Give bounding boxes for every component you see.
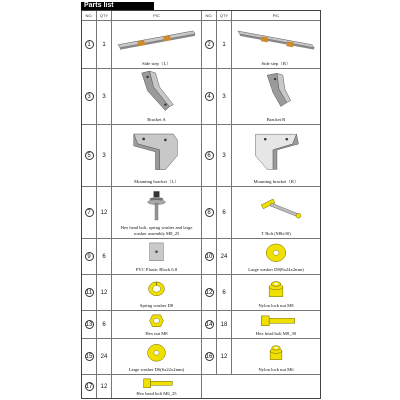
part-qty-2: 1 xyxy=(217,21,232,69)
part-9 xyxy=(112,239,202,275)
part-qty-13: 6 xyxy=(97,311,112,339)
part-qty-4: 3 xyxy=(217,69,232,125)
side-step-icon xyxy=(232,21,320,61)
part-qty-14: 18 xyxy=(217,311,232,339)
washer-icon xyxy=(112,339,201,367)
part-name: Large washer D6(6x22x2mm) xyxy=(128,366,185,372)
part-qty-9: 6 xyxy=(97,239,112,275)
part-qty-1: 1 xyxy=(97,21,112,69)
part-number-16: 16 xyxy=(202,339,217,375)
hex-nut-icon xyxy=(112,311,201,331)
lock-nut-icon xyxy=(232,275,320,303)
part-qty-8: 6 xyxy=(217,187,232,239)
part-5 xyxy=(112,125,202,187)
part-number-3: 3 xyxy=(82,69,97,125)
part-qty-17: 12 xyxy=(97,375,112,398)
part-number-7: 7 xyxy=(82,187,97,239)
part-number-4: 4 xyxy=(202,69,217,125)
part-15 xyxy=(112,339,202,375)
header-qty: QTY xyxy=(97,11,112,21)
part-16 xyxy=(232,339,320,375)
part-name: Side step（R） xyxy=(261,60,291,66)
bracket-a-icon xyxy=(112,69,201,117)
part-12 xyxy=(232,275,320,311)
part-8 xyxy=(232,187,320,239)
part-4 xyxy=(232,69,320,125)
part-qty-10: 24 xyxy=(217,239,232,275)
washer-icon xyxy=(232,239,320,267)
part-name: Hex head bolt, spring washer and large washer assembly M8_25 xyxy=(120,225,193,236)
part-name: Nylon lock nut M6 xyxy=(258,366,294,372)
part-qty-5: 3 xyxy=(97,125,112,187)
parts-list-title: Parts list xyxy=(81,2,154,10)
part-name: Bracket B xyxy=(266,116,286,122)
lock-nut-icon xyxy=(232,339,320,367)
part-number-14: 14 xyxy=(202,311,217,339)
mounting-bracket-icon xyxy=(232,125,320,179)
part-name: Hex head bolt M6_25 xyxy=(136,390,177,396)
part-name: Hex nut M8 xyxy=(145,330,168,336)
part-17 xyxy=(112,375,202,398)
part-qty-6: 3 xyxy=(217,125,232,187)
parts-list-table xyxy=(81,10,321,399)
part-qty-15: 24 xyxy=(97,339,112,375)
header-no: NO. xyxy=(82,11,97,21)
part-14 xyxy=(232,311,320,339)
part-number-12: 12 xyxy=(202,275,217,311)
part-6 xyxy=(232,125,320,187)
side-step-icon xyxy=(112,21,201,61)
part-11 xyxy=(112,275,202,311)
part-number-13: 13 xyxy=(82,311,97,339)
part-qty-7: 12 xyxy=(97,187,112,239)
part-2 xyxy=(232,21,320,69)
part-number-11: 11 xyxy=(82,275,97,311)
spring-washer-icon xyxy=(112,275,201,303)
part-number-8: 8 xyxy=(202,187,217,239)
part-name: Nylon lock nut M8 xyxy=(258,302,294,308)
t-bolt-icon xyxy=(232,187,320,231)
part-7 xyxy=(112,187,202,239)
header-pic: PIC xyxy=(112,11,202,21)
part-qty-16: 12 xyxy=(217,339,232,375)
part-name: T Bolt (M8x30) xyxy=(261,230,291,236)
part-name: Mounting bracket（L） xyxy=(134,178,179,184)
plastic-block-icon xyxy=(112,239,201,267)
part-name: Side step（L） xyxy=(142,60,171,66)
part-name: Hex head bolt M8_30 xyxy=(255,330,297,336)
hex-bolt-icon xyxy=(112,375,201,391)
part-10 xyxy=(232,239,320,275)
hex-bolt-icon xyxy=(232,311,320,331)
empty-cell xyxy=(202,375,320,398)
part-number-10: 10 xyxy=(202,239,217,275)
header-pic: PIC xyxy=(232,11,320,21)
mounting-bracket-icon xyxy=(112,125,201,179)
part-name: Large washer D8(8x24x2mm) xyxy=(248,266,304,272)
header-no: NO. xyxy=(202,11,217,21)
part-qty-12: 6 xyxy=(217,275,232,311)
bracket-b-icon xyxy=(232,69,320,117)
part-1 xyxy=(112,21,202,69)
part-number-5: 5 xyxy=(82,125,97,187)
part-number-2: 2 xyxy=(202,21,217,69)
part-name: Spring washer D8 xyxy=(139,302,174,308)
part-number-6: 6 xyxy=(202,125,217,187)
header-qty: QTY xyxy=(217,11,232,21)
part-13 xyxy=(112,311,202,339)
part-number-17: 17 xyxy=(82,375,97,398)
part-number-9: 9 xyxy=(82,239,97,275)
bolt-assembly-icon xyxy=(112,187,201,225)
part-qty-11: 12 xyxy=(97,275,112,311)
part-name: Mounting bracket（R） xyxy=(253,178,299,184)
part-number-1: 1 xyxy=(82,21,97,69)
part-name: PVC Plastic Block 6.8 xyxy=(135,266,178,272)
part-qty-3: 3 xyxy=(97,69,112,125)
part-number-15: 15 xyxy=(82,339,97,375)
part-name: Bracket A xyxy=(147,116,166,122)
part-3 xyxy=(112,69,202,125)
